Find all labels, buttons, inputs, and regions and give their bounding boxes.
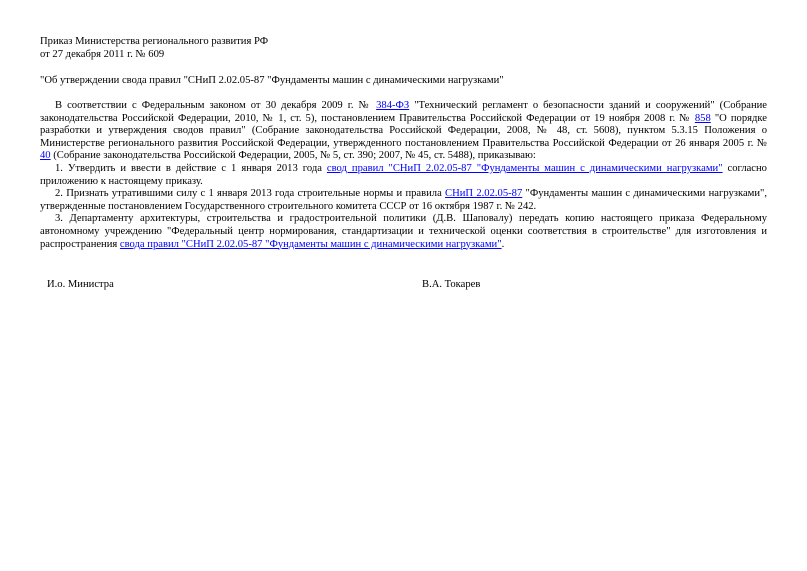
- item-1-paragraph: [40, 163, 767, 188]
- rules-code-link-2[interactable]: свода правил "СНиП 2.02.05-87 "Фундаменты машин с динамическими нагрузками": [119, 238, 502, 250]
- law-384-fz-link[interactable]: 384-ФЗ: [376, 100, 410, 111]
- preamble-text-3: "О порядке разработки и утверждения сводов правил" (Собрание законодательства Российской Федерации, 2008, № 48, ст. 5608), пунктом 5.3.15 Положения о Министерстве регионального развития Российской Федерации, утвержденного постановлением Правительства Российской Федерации от 26 января 2005 г. №: [40, 112, 767, 149]
- snip-link[interactable]: СНиП 2.02.05-87: [445, 188, 523, 200]
- preamble-text-1: В соответствии с Федеральным законом от 30 декабря 2009 г. №: [55, 100, 377, 111]
- resolution-40-link[interactable]: 40: [40, 150, 51, 162]
- order-date-number: от 27 декабря 2011 г. № 609: [40, 49, 165, 60]
- order-body: [40, 100, 767, 251]
- item-3-text-2: .: [501, 238, 505, 250]
- order-title: "Об утверждении свода правил "СНиП 2.02.05-87 "Фундаменты машин с динамическими нагрузками": [40, 75, 504, 86]
- signatory-name: В.А. Токарев: [422, 279, 481, 290]
- item-3-paragraph: [40, 213, 767, 251]
- rules-code-link-1[interactable]: свод правил "СНиП 2.02.05-87 "Фундаменты машин с динамическими нагрузками": [326, 162, 723, 174]
- signatory-position: И.о. Министра: [47, 279, 114, 290]
- item-1-text-2: согласно приложению к настоящему приказу.: [40, 162, 767, 187]
- item-3-text-1: 3. Департаменту архитектуры, строительства и градостроительной политики (Д.В. Шаповалу) передать копию настоящего приказа Федеральному автономному учреждению "Федеральный центр нормирования, стандартизации и технической оценки соответствия в строительстве" для изготовления и распространения: [40, 213, 767, 250]
- item-2-paragraph: [40, 188, 767, 213]
- item-2-text-1: 2. Признать утратившими силу с 1 января 2013 года строительные нормы и правила: [55, 188, 446, 200]
- item-1-text-1: 1. Утвердить и ввести в действие с 1 января 2013 года: [55, 162, 327, 174]
- resolution-858-link[interactable]: 858: [694, 112, 711, 124]
- item-2-text-2: "Фундаменты машин с динамическими нагрузками", утвержденные постановлением Государственного строительного комитета СССР от 16 октября 1987 г. № 242.: [40, 188, 767, 212]
- order-issuer: Приказ Министерства регионального развития РФ: [40, 36, 269, 47]
- preamble-text-4: (Собрание законодательства Российской Федерации, 2005, № 5, ст. 390; 2007, № 45, ст. 5488), приказываю:: [50, 150, 536, 162]
- preamble-text-2: "Технический регламент о безопасности зданий и сооружений" (Собрание законодательства Российской Федерации, 2010, № 1, ст. 5), постановлением Правительства Российской Федерации от 19 ноября 2008 г. №: [40, 100, 767, 124]
- preamble-paragraph: [40, 100, 767, 163]
